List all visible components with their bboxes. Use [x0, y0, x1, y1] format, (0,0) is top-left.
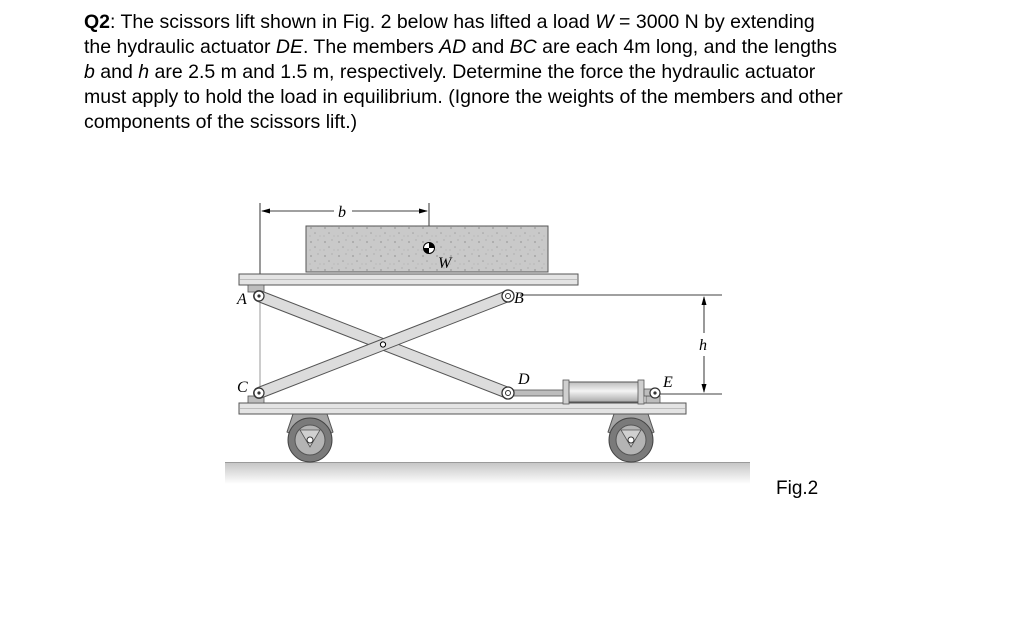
question-label: Q2 [84, 11, 111, 33]
roller-d [502, 387, 514, 399]
roller-b [502, 290, 514, 302]
problem-line-4: must apply to hold the load in equilibrium. (Ignore the weights of the members and other [84, 86, 843, 108]
hydraulic-actuator-de [512, 380, 654, 404]
label-w: W [438, 255, 452, 272]
var-ad: AD [439, 36, 467, 58]
center-of-mass-icon [424, 243, 435, 254]
var-h: h [138, 61, 150, 83]
pin-e [650, 388, 660, 398]
text-segment: the hydraulic actuator [84, 36, 276, 58]
figure-caption: Fig.2 [776, 478, 819, 499]
label-a: A [237, 291, 247, 308]
var-b: b [84, 61, 95, 83]
dimension-h [520, 295, 722, 394]
problem-line-5: components of the scissors lift.) [84, 111, 358, 133]
pin-a [254, 291, 264, 301]
ground [225, 462, 750, 484]
caster-wheel-right [608, 414, 654, 462]
center-pin [380, 342, 385, 347]
caster-wheel-left [287, 414, 333, 462]
var-w: W [595, 11, 614, 33]
var-de: DE [275, 36, 303, 58]
label-b: b [338, 204, 346, 221]
text-segment: = 3000 N by extending [613, 11, 815, 33]
text-segment: and [94, 61, 139, 83]
label-c: C [237, 379, 248, 396]
text-segment: : The scissors lift shown in Fig. 2 below has lifted a load [110, 11, 596, 33]
pin-c [254, 388, 264, 398]
text-segment: are each 4m long, and the lengths [536, 36, 837, 58]
label-e: E [663, 374, 673, 391]
label-h: h [699, 337, 707, 354]
text-segment: and [466, 36, 510, 58]
text-segment: . The members [302, 36, 440, 58]
var-bc: BC [509, 36, 537, 58]
text-segment: are 2.5 m and 1.5 m, respectively. Determine the force the hydraulic actuator [149, 61, 816, 83]
label-d: D [518, 371, 530, 388]
label-b-point: B [514, 290, 524, 307]
